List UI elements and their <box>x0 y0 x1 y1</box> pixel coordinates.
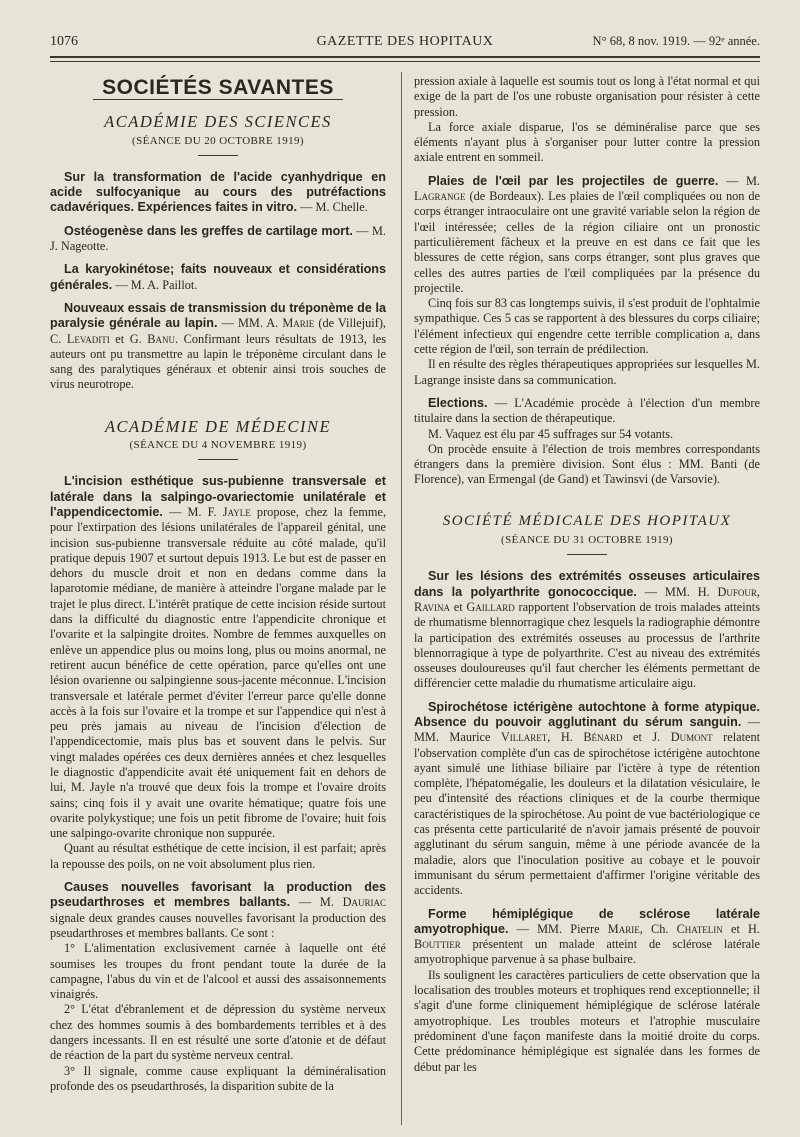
running-header <box>50 34 760 52</box>
paragraph: Il en résulte des règles thérapeutiques appropriées sur lesquelles M. Lagrange insiste dans sa communication. <box>414 357 760 387</box>
author-joiner: et H. <box>731 921 761 936</box>
article-item: Sur les lésions des extrémités osseuses articulaires dans la polyarthrite gonococcique. — MM. H. Dufour, Ravina et Gaillard rapportent l'observation de trois malades atteints de rhumatisme blennorragique chez lesquels la radiographie démontre la participation des extrémités osseuses au processus de l'arthrite blennorragique à type de polyarthrite. C'est au niveau des extrémités osseuses douloureuses qu'il faut chercher les éléments permettant de différencier cette maladie du rhumatisme articulaire aigu. <box>414 569 760 691</box>
short-rule <box>198 459 238 460</box>
header-rule <box>50 56 760 58</box>
author: Bouttier <box>414 937 461 952</box>
article-title: Ostéogenèse dans les greffes de cartilage mort. <box>64 223 353 238</box>
left-column <box>50 72 386 1094</box>
author-prefix: MM. A. <box>237 316 279 331</box>
article-body: . Confirmant leurs résultats de 1913, les auteurs ont pu transmettre au lapin le tréponème circulant dans le sang des paralytiques généraux et obtenir ainsi trois souches de virus neurotrope. <box>50 331 386 392</box>
author-prefix: MM. Maurice <box>414 730 491 745</box>
author-note: (de Villejuif), C. <box>50 316 386 346</box>
section-masthead: SOCIÉTÉS SAVANTES <box>102 76 334 99</box>
article-title: Nouveaux essais de transmission du tréponème de la paralysie générale au lapin. <box>50 300 386 331</box>
author-joiner: et G. <box>115 331 142 346</box>
article-item: Causes nouvelles favorisant la production des pseudarthroses et membres ballants. — M. Dauriac signale deux grandes causes nouvelles favorisant la production des pseudarthroses et membres ballants. Ce sont : <box>50 880 387 940</box>
article-title: La karyokinétose; faits nouveaux et considérations générales. <box>50 262 386 292</box>
article-body: propose, chez la femme, pour l'extirpation des lésions unilatérales de l'appareil génital, une incision sus-pubienne transversale réduite au côté malade, qu'il pratique depuis 1907 et surtout depuis 1913. Le but est de passer en dehors du muscle droit et non en dedans comme dans la laparotomie médiane, de manière à atteindre l'organe malade par le trajet le plus direct. L'intérêt pratique de cette incision réside surtout dans la difficulté du diagnostic entre l'appendicite chronique et l'ovarite et la salpingite droites. Nombre de femmes auxquelles on enlève un appendice plus ou moins long, plus ou moins anormal, ne retirent aucun bénéfice de cette opération, parce qu'elles ont une lésion ovarienne ou salpingienne sous-jacente méconnue. L'incision transversale et latérale permet d'éviter l'erreur parce qu'elle donne accès à la fois sur l'ovaire et la trompe et sur l'appendice qui n'est à peu près jamais au niveau de l'incision d'élection de l'appendicectomie, mais plus bas et souvent dans le pelvis. Sur vingt malades opérées ces deux dernières années et chez lesquelles le diagnostic d'appendicite avait été uniquement fait en dehors de lui, M. Jayle n'a trouvé que deux fois la trompe et l'ovaire droits sains; cinq fois il y avait une ovarite hématique; quatre fois une ovarite polykystique; une fois un petit fibrome de l'ovaire; huit fois une salpingo-ovarite chronique non suppurée. <box>50 504 387 841</box>
paragraph: pression axiale à laquelle est soumis tout os long à l'état normal et qui exige de la part de l'os une robuste organisation pour résister à cette pression. <box>414 74 760 119</box>
paragraph: On procède ensuite à l'élection de trois membres correspondants étrangers dans la première division. Sont élus : MM. Banti (de Florence), van Ermengal (de Gand) et Tawinsvi (de Varsovie). <box>414 441 760 487</box>
article-item: L'incision esthétique sus-pubienne transversale et latérale dans la salpingo-ovariectomie unilatérale et l'appendicectomie. — M. F. Jayle propose, chez la femme, pour l'extirpation des lésions unilatérales de l'appareil génital, une incision sus-pubienne transversale réduite au côté malade, qu'il pratique depuis 1907 et surtout depuis 1913. Le but est de passer en dehors du muscle droit et non en dedans comme dans la laparotomie médiane, de manière à atteindre l'organe malade par le trajet le plus direct. L'intérêt pratique de cette incision réside surtout dans la difficulté du diagnostic entre l'appendicite chronique et l'ovarite et la salpingite droites. Nombre de femmes auxquelles on enlève un appendice plus ou moins long, plus ou moins anormal, ne retirent aucun bénéfice de cette opération, parce qu'elles ont une lésion ovarienne ou salpingienne sous-jacente méconnue. L'incision transversale et latérale permet d'éviter l'erreur parce qu'elle donne accès à la fois sur l'ovaire et la trompe et sur l'appendice qui n'est à peu près jamais au niveau de l'incision d'élection de l'appendicectomie, mais plus bas et souvent dans le pelvis. Sur vingt malades opérées ces deux dernières années et chez lesquelles le diagnostic d'appendicite avait été uniquement fait en dehors de lui, M. Jayle n'a trouvé que deux fois la trompe et l'ovaire droits sains; cinq fois il y avait une ovarite hématique; quatre fois une ovarite polykystique; une fois un petit fibrome de l'ovaire; huit fois une salpingo-ovarite chronique non suppurée. <box>50 474 387 841</box>
author-joiner: et <box>453 599 463 614</box>
author: Banu <box>147 331 175 346</box>
list-item: 1° L'alimentation exclusivement carnée à laquelle ont été soumises les troupes du front pendant toute la durée de la campagne, l'abus du vin et de l'alcool et aussi des assaisonnements vinaigrés. <box>50 941 386 1002</box>
author-joiner: et J. <box>633 730 661 745</box>
author: Villaret <box>500 730 548 745</box>
list-item: 3° Il signale, comme cause expliquant la déminéralisation profonde des os pseudarthrosés, la disparition subite de la <box>50 1063 386 1093</box>
author-prefix: M. F. <box>187 504 217 519</box>
author: Ravina <box>414 599 451 614</box>
article-item: Spirochétose ictérigène autochtone à forme atypique. Absence du pouvoir agglutinant du sérum sanguin. — MM. Maurice Villaret, H. Bénard et J. Dumont relatent l'observation complète d'un cas de spirochétose ictérigène autochtone ayant simulé une lithiase biliaire par l'ictère à type de rétention complète, l'hépatomégalie, les douleurs et la dilatation vésiculaire, le peu d'intensité des réactions cliniques et de la courbe thermique caractéristiques de la spirochétose. Au point de vue bactériologique ce cas présenta cette particularité de n'avoir jamais présenté de pouvoir agglutinant du sérum sanguin, même à une période avancée de la maladie, alors que l'inoculation positive au cobaye et le pouvoir immunisant du sérum permettaient d'affirmer l'origine véritable des accidents. <box>414 699 761 898</box>
article-title: Plaies de l'œil par les projectiles de guerre. <box>428 173 719 188</box>
short-rule <box>567 554 607 555</box>
author: Gaillard <box>466 599 515 614</box>
society-title: ACADÉMIE DE MÉDECINE <box>104 416 332 436</box>
article-item: La karyokinétose; faits nouveaux et considérations générales. — M. A. Paillot. <box>50 262 386 292</box>
masthead-rule <box>93 99 343 100</box>
author: Chatelin <box>676 921 723 936</box>
article-title: Forme hémiplégique de sclérose latérale amyotrophique. <box>414 906 760 936</box>
paragraph: Cinq fois sur 83 cas longtemps suivis, il s'est produit de l'ophtalmie sympathique. Ces 5 cas se rapportent à des blessures du corps ciliaire; l'élément infectieux qui engendre cette terrible complication a, dans cette région de l'œil, son terrain de prédilection. <box>414 296 760 357</box>
author-prefix: M. <box>745 173 760 188</box>
column-divider <box>401 72 402 1125</box>
society-title: SOCIÉTÉ MÉDICALE DES HOPITAUX <box>442 512 732 529</box>
paragraph: M. Vaquez est élu par 45 suffrages sur 54 votants. <box>428 426 674 441</box>
header-rule-thin <box>50 61 760 62</box>
right-column <box>414 74 760 1075</box>
paragraph: Ils soulignent les caractères particuliers de cette observation que la localisation des troubles moteurs et trophiques rend exceptionnelle; il s'agit d'une forme cliniquement hémiplégique de sclérose latérale amyotrophique. Les troubles moteurs et l'atrophie musculaire prédominent d'une façon manifeste dans la moitié droite du corps. Cette prédominance hémiplégique est signalée dans les formes de début par les <box>414 967 760 1074</box>
article-title: Causes nouvelles favorisant la production des pseudarthroses et membres ballants. <box>50 880 386 910</box>
author: Dauriac <box>342 895 387 910</box>
article-body: L'Académie procède à l'élection d'un membre titulaire dans la section de thérapeutique. <box>414 395 760 426</box>
article-title: Sur les lésions des extrémités osseuses articulaires dans la polyarthrite gonococcique. <box>414 569 760 599</box>
journal-title: GAZETTE DES HOPITAUX <box>316 34 494 49</box>
author: M. A. Paillot. <box>130 277 198 292</box>
article-body: (de Bordeaux). Les plaies de l'œil compliquées ou non de corps étranger intraoculaire ont une gravité variable selon la région de l'œil intéressée; celles de la région ciliaire ont un pronostic particulièrement fâcheux et la preuve en est dans ce fait que les blessures de cette région, sans corps étranger, sont plus graves que celles des autres parties de l'œil compliquées par la présence du projectile. <box>414 189 761 295</box>
author: Jayle <box>222 504 251 519</box>
article-title: Spirochétose ictérigène autochtone à forme atypique. Absence du pouvoir agglutinant du sérum sanguin. <box>414 699 760 729</box>
author: Dufour <box>717 584 757 599</box>
author: Levaditi <box>66 331 110 346</box>
author-prefix: M. <box>319 895 334 910</box>
page-number: 1076 <box>50 34 78 49</box>
article-body: relatent l'observation complète d'un cas de spirochétose ictérigène autochtone ayant simulé une lithiase biliaire par l'ictère à type de rétention complète, l'hépatomégalie, les douleurs et la dilatation vésiculaire, le peu d'intensité des réactions cliniques et de la courbe thermique caractéristiques de la spirochétose. Au point de vue bactériologique ce cas présenta cette particularité de n'avoir jamais présenté de pouvoir agglutinant du sérum sanguin, même à une période avancée de la maladie, alors que l'inoculation positive au cobaye et le pouvoir immunisant du sérum permettaient d'affirmer l'origine véritable des accidents. <box>414 730 761 898</box>
article-item: Ostéogenèse dans les greffes de cartilage mort. — M. J. Nageotte. <box>50 223 386 254</box>
author-joiner: , H. <box>547 730 573 745</box>
author: Dumont <box>670 730 713 745</box>
paragraph: La force axiale disparue, l'os se déminéralise parce que ses éléments n'ayant plus à s'organiser pour lutter contre la pression axiale entrent en sommeil. <box>414 119 760 165</box>
author-prefix: MM. H. <box>664 584 710 599</box>
article-body: présentent un malade atteint de sclérose latérale amyotrophique parvenue à sa phase bulbaire. <box>414 937 760 967</box>
article-body: signale deux grandes causes nouvelles favorisant la production des pseudarthroses et membres ballants. Ce sont : <box>50 910 386 940</box>
article-item: Forme hémiplégique de sclérose latérale amyotrophique. — MM. Pierre Marie, Ch. Chatelin et H. Bouttier présentent un malade atteint de sclérose latérale amyotrophique parvenue à sa phase bulbaire. <box>414 906 761 967</box>
author: Marie <box>607 921 640 936</box>
session-date: (SÉANCE DU 4 NOVEMBRE 1919) <box>129 439 307 452</box>
article-title: L'incision esthétique sus-pubienne transversale et latérale dans la salpingo-ovariectomie unilatérale et l'appendicectomie. <box>50 474 386 519</box>
author-prefix: MM. Pierre <box>537 921 600 936</box>
author: Bénard <box>583 730 623 745</box>
author: M. J. Nageotte. <box>50 223 386 254</box>
article-item: Plaies de l'œil par les projectiles de guerre. — M. Lagrange (de Bordeaux). Les plaies de l'œil compliquées ou non de corps étranger intraoculaire ont une gravité variable selon la région de l'œil intéressée; celles de la région ciliaire ont un pronostic particulièrement fâcheux et la preuve en est dans ce fait que les blessures de cette région, sans corps étranger, sont plus graves que celles des autres parties de l'œil compliquées par la présence du projectile. <box>414 173 761 295</box>
author: Lagrange <box>414 189 466 204</box>
issue-info: N° 68, 8 nov. 1919. — 92ᵉ année. <box>592 34 760 48</box>
article-item: Sur la transformation de l'acide cyanhydrique en acide sulfocyanique au cours des putréfactions cadavériques. Expériences faites in vitro. — M. Chelle. <box>50 169 386 215</box>
list-item: 2° L'état d'ébranlement et de dépression du système nerveux chez des hommes soumis à des bombardements terribles et à des dangers incessants. Il en est résulté une sorte d'atonie et de défaut de réaction de la part du système nerveux central. <box>50 1002 386 1063</box>
author: M. Chelle. <box>315 200 368 215</box>
article-item: Nouveaux essais de transmission du tréponème de la paralysie générale au lapin. — MM. A. Marie (de Villejuif), C. Levaditi et G. Banu. Confirmant leurs résultats de 1913, les auteurs ont pu transmettre au lapin le tréponème circulant dans le sang des paralytiques généraux et obtenir ainsi trois souches de virus neurotrope. <box>50 300 386 392</box>
society-title: ACADÉMIE DES SCIENCES <box>104 112 332 132</box>
article-title: Elections. <box>428 395 488 410</box>
author: Marie <box>282 316 315 331</box>
article-body: rapportent l'observation de trois malades atteints de rhumatisme blennorragique chez lesquels la radiographie démontre la participation des extrémités osseuses au processus de l'arthrite blennorragique à type de polyarthrite. C'est au niveau des extrémités osseuses douloureuses qu'il faut chercher les éléments permettant de différencier cette maladie du rhumatisme articulaire aigu. <box>414 599 760 691</box>
session-date: (SÉANCE DU 31 OCTOBRE 1919) <box>501 534 673 547</box>
short-rule <box>198 155 238 156</box>
article-title: Sur la transformation de l'acide cyanhydrique en acide sulfocyanique au cours des putréfactions cadavériques. Expériences faites in vitro. <box>50 169 386 215</box>
session-date: (SÉANCE DU 20 OCTOBRE 1919) <box>132 134 304 147</box>
article-item: Elections. — L'Académie procède à l'élection d'un membre titulaire dans la section de thérapeutique. <box>414 395 760 426</box>
author-joiner: , Ch. <box>639 921 669 936</box>
paragraph: Quant au résultat esthétique de cette incision, il est parfait; après la repousse des poils, on ne voit absolument plus rien. <box>50 841 386 871</box>
